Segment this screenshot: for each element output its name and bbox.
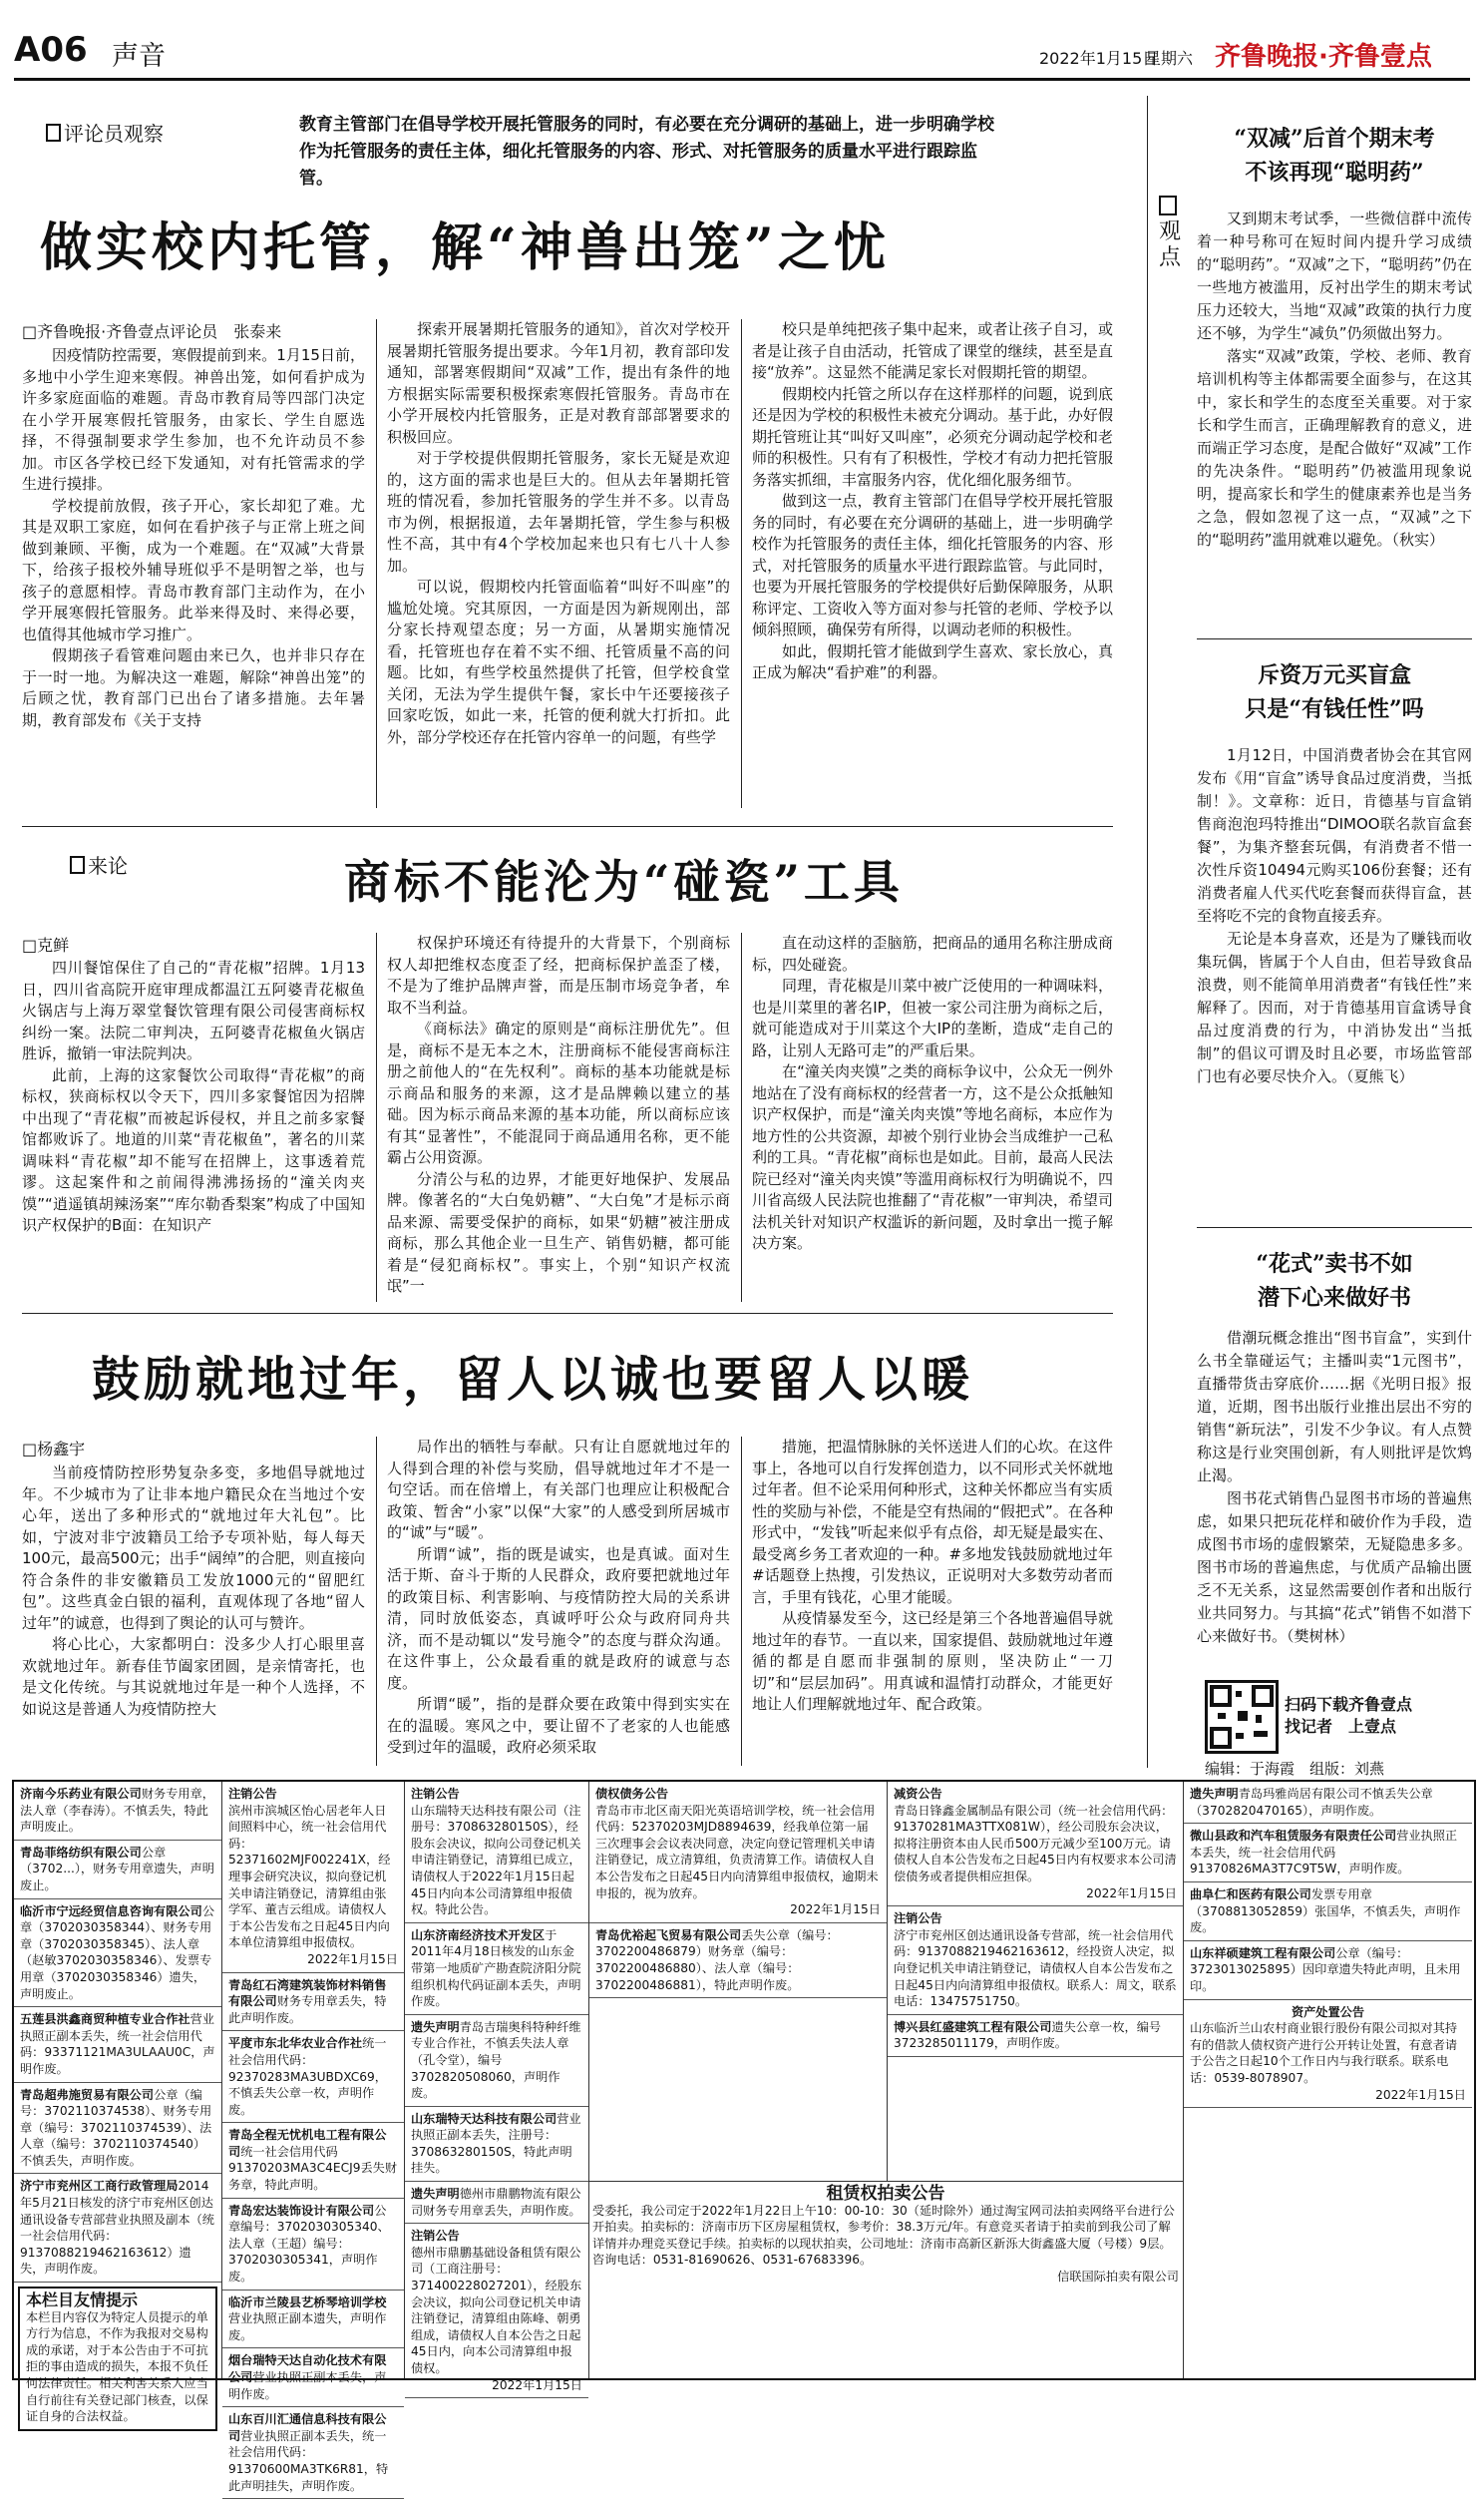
article1-column-3: 校只是单纯把孩子集中起来，或者让孩子自习，或者是让孩子自由活动，托管成了课堂的继续，甚至是直接“放养”。这显然不能满足家长对假期托管的期望。 假期校内托管之所以存在这样那样的问题，说到底还是因为学校的积极性未被充分调动。基于此，办好假期托管班让其“叫好又叫座”，必须充分调动起学校和老师的积极性。只有有了积极性，学校才有动力把托管服务落实抓细，丰富服务内容，优化细化服务细节。 做到这一点，教育主管部门在倡导学校开展托管服务的同时，有必要在充分调研的基础上，进一步明确学校作为托管服务的责任主体，细化托管服务的内容、形式，对托管服务的质量水平进行跟踪监管。与此同时，也要为开展托管服务的学校提供好后勤保障服务，从职称评定、工资收入等方面对参与托管的老师、学校予以倾斜照顾，确保劳有所得，以调动老师的积极性。 如此，假期托管才能做到学生喜欢、家长放心，真正成为解决“看护难”的利器。 bbox=[752, 320, 1113, 681]
auction-notice: 租赁权拍卖公告 受委托，我公司定于2022年1月22日上午10：00-10：30（延时除外）通过淘宝网司法拍卖网络平台进行公开拍卖。拍卖标的：济南市历下区房屋租赁权，参考价：38.3万元/年。有意竞买者请于拍卖前到我公司了解详情并办理竞买登记手续。拍卖标的以现状拍卖，公司地址：济南市高新区新泺大街鑫盛大厦（号楼）9层。咨询电话：0531-81690626、0531-67683396。 信联国际拍卖有限公司 bbox=[588, 2181, 1183, 2376]
article3-column-2: 局作出的牺牲与奉献。只有让自愿就地过年的人得到合理的补偿与奖励，倡导就地过年才不是一句空话。而在倍增上，有关部门也理应让积极配合政策、暂舍“小家”以保“大家”的人感受到所居城市的“诚”与“暖”。 所谓“诚”，指的既是诚实，也是真诚。面对生活于斯、奋斗于斯的人民群众，政府要把就地过年的政策目标、利害影响、与疫情防控大局的关系讲清，同时放低姿态，真诚呼吁公众与政府同舟共济，而不是动辄以“发号施令”的态度与群众沟通。在这件事上，公众最看重的就是政府的诚意与态度。 所谓“暖”，指的是群众要在政策中得到实实在在的温暖。寒风之中，要让留不了老家的人也能感受到过年的温暖，政府必须采取 bbox=[387, 1438, 730, 1756]
list-item: 青岛菲络纺织有限公司公章（3702...），财务专用章遗失，声明废止。 bbox=[14, 1841, 221, 1899]
article3-headline: 鼓励就地过年，留人以诚也要留人以暖 bbox=[92, 1352, 974, 1408]
qr-code-icon[interactable] bbox=[1205, 1680, 1279, 1754]
list-item: 临沂市兰陵县艺桥琴培训学校营业执照正副本遗失，声明作废。 bbox=[222, 2291, 404, 2349]
list-item: 遗失声明青岛玛雅尚居有限公司不慎丢失公章（3702820470165），声明作废。 bbox=[1184, 1782, 1472, 1824]
article1-column-2: 探索开展暑期托管服务的通知》，首次对学校开展暑期托管服务提出要求。今年1月初，教育部印发通知，部署寒假期间“双减”工作，提出有条件的地方根据实际需要积极探索寒假托管服务。青岛市在小学开展校内托管服务，正是对教育部部署要求的积极回应。 对于学校提供假期托管服务，家长无疑是欢迎的，这方面的需求也是巨大的。但从去年暑期托管班的情况看，参加托管服务的学生并不多。以青岛市为例，根据报道，去年暑期托管，学生参与积极性不高，其中有4个学校加起来也只有七八十人参加。 可以说，假期校内托管面临着“叫好不叫座”的尴尬处境。究其原因，一方面是因为新规刚出，部分家长持观望态度；另一方面，从暑期实施情况看，托管班也存在着不实不细、托管质量不高的问题。比如，有些学校虽然提供了托管，但学校食堂关闭，无法为学生提供午餐，家长中午还要接孩子回家吃饭，如此一来，托管的便利就大打折扣。此外，部分学校还存在托管内容单一的问题，有些学 bbox=[387, 320, 730, 746]
ads-column-2 bbox=[222, 1782, 404, 2493]
article-divider bbox=[22, 826, 1113, 827]
list-item: 青岛全程无忧机电工程有限公司统一社会信用代码91370203MA3C4ECJ9丢失财务章，特此声明。 bbox=[222, 2123, 404, 2198]
list-item: 济南今乐药业有限公司财务专用章，法人章（李春涛）。不慎丢失，特此声明废止。 bbox=[14, 1782, 221, 1841]
list-item: 遗失声明青岛吉瑞奥科特种纤维专业合作社，不慎丢失法人章（孔令堂），编号3702820508060，声明作废。 bbox=[405, 2015, 588, 2107]
list-item: 注销公告 山东瑞特天达科技有限公司（注册号：370863280150S），经股东会决议，拟向公司登记机关申请注销登记，清算组已成立，请债权人于2022年1月15日起45日内向本公司清算组申报债权。特此公告。 bbox=[405, 1782, 588, 1923]
ads-column-4 bbox=[589, 1782, 887, 2181]
list-item: 注销公告 济宁市兖州区创达通讯设备专营部，统一社会信用代码：9137088219462163612，经投资人决定，拟向登记机关申请注销登记，请债权人自本公告发布之日起45日内向清算组申报债权。联系人：周文，联系电话：13475751750。 bbox=[888, 1906, 1183, 2015]
column-divider bbox=[376, 319, 377, 808]
list-item: 注销公告 德州市鼎鹏基础设备租赁有限公司（工商注册号：371400228027201），经股东会决议，拟向公司登记机关申请注销登记，清算组由陈峰、朝勇组成，请债权人自本公告之日起45日内，向本公司清算组申报债权。 2022年1月15日 bbox=[405, 2224, 588, 2398]
list-item: 烟台瑞特天达自动化技术有限公司营业执照正副本丢失，声明作废。 bbox=[222, 2348, 404, 2407]
list-item: 临沂市宁远经贸信息咨询有限公司公章（3702030358344）、财务专用章（3702030358345）、法人章（赵敏3702030358346）、发票专用章（3702030358346）遗失，声明废止。 bbox=[14, 1899, 221, 2008]
section-name: 声音 bbox=[112, 41, 166, 72]
list-item: 遗失声明德州市鼎鹏物流有限公司财务专用章丢失，声明作废。 bbox=[405, 2182, 588, 2224]
list-item: 微山县政和汽车租赁服务有限责任公司营业执照正本丢失，统一社会信用代码91370826MA3T7C9T5W，声明作废。 bbox=[1184, 1824, 1472, 1882]
ads-column-6 bbox=[1184, 1782, 1472, 2378]
editor-credit: 编辑：于海霞 组版：刘燕 bbox=[1205, 1760, 1385, 1778]
opinion3-title: “花式”卖书不如 潜下心来做好书 bbox=[1256, 1251, 1413, 1311]
sidebar-divider bbox=[1147, 96, 1148, 1768]
opinion-divider bbox=[1197, 638, 1472, 639]
ads-column-5 bbox=[888, 1782, 1183, 2181]
list-item: 山东济南经济技术开发区于2011年4月18日核发的山东金带第一地质矿产勘查院济阳分院组织机构代码证副本丢失，声明作废。 bbox=[405, 1923, 588, 2015]
article1-lead: 教育主管部门在倡导学校开展托管服务的同时，有必要在充分调研的基础上，进一步明确学校作为托管服务的责任主体，细化托管服务的内容、形式、对托管服务的质量水平进行跟踪监管。 bbox=[299, 115, 994, 189]
article1-headline: 做实校内托管，解“神兽出笼”之忧 bbox=[40, 217, 890, 278]
opinion3-body: 借潮玩概念推出“图书盲盒”，实到什么书全靠碰运气；主播叫卖“1元图书”，直播带货击穿底价……据《光明日报》报道，近期，图书出版行业推出层出不穷的销售“新玩法”，引发不少争议。有人点赞称这是行业突围创新，有人则批评是饮鸩止渴。 图书花式销售凸显图书市场的普遍焦虑，如果只把玩花样和破价作为手段，造成图书市场的虚假繁荣，无疑隐患多多。图书市场的普遍焦虑，与优质产品输出匮乏不无关系，这显然需要创作者和出版行业共同努力。与其搞“花式”销售不如潜下心来做好书。（樊树林） bbox=[1197, 1329, 1472, 1645]
list-item: 青岛宏达装饰设计有限公司公章编号：3702030305340、法人章（王超）编号：3702030305341，声明作废。 bbox=[222, 2199, 404, 2291]
column-divider bbox=[376, 933, 377, 1302]
article3-column-1: 当前疫情防控形势复杂多变，多地倡导就地过年。不少城市为了让非本地户籍民众在当地过个安心年，送出了多种形式的“就地过年大礼包”。比如，宁波对非宁波籍员工给予专项补贴，每人每天100元，最高500元；出手“阔绰”的合肥，则直接向符合条件的非安徽籍员工发放1000元的“留肥红包”。这些真金白银的福利，直观体现了各地“留人过年”的诚意，也得到了舆论的认可与赞许。 将心比心，大家都明白：没多少人打心眼里喜欢就地过年。新春佳节阖家团圆，是亲情寄托，也是文化传统。与其说就地过年是一种个人选择，不如说这是普通人为疫情防控大 bbox=[22, 1463, 365, 1718]
column-divider bbox=[741, 319, 742, 808]
ads-column-1 bbox=[14, 1782, 221, 2424]
list-item: 减资公告 青岛日锋鑫金属制品有限公司（统一社会信用代码：91370281MA3TTX081W），经公司股东会决议，拟将注册资本由人民币500万元减少至100万元。请债权人自本公告发布之日起45日内有权要求本公司清偿债务或者提供相应担保。 2022年1月15日 bbox=[888, 1782, 1183, 1906]
page-number: A06 bbox=[14, 30, 88, 70]
article2-column-2: 权保护环境还有待提升的大背景下，个别商标权人却把维权态度歪了经，把商标保护盖歪了楼，不是为了维护品牌声誉，而是压制市场竞争者，牟取不当利益。 《商标法》确定的原则是“商标注册优先”。但是，商标不是无本之木，注册商标不能侵害商标注册之前他人的“在先权利”。商标的基本功能就是标示商品和服务的来源，这才是品牌赖以建立的基础。因为标示商品来源的基本功能，所以商标应该有其“显著性”，不能混同于商品通用名称，更不能霸占公用资源。 分清公与私的边界，才能更好地保护、发展品牌。像著名的“大白兔奶糖”、“大白兔”才是标示商品来源、需要受保护的商标，如果“奶糖”被注册成商标，那么其他企业一旦生产、销售奶糖，都可能着是“侵犯商标权”。事实上，个别“知识产权流氓”一 bbox=[387, 934, 730, 1295]
article1-column-1: 因疫情防控需要，寒假提前到来。1月15日前，多地中小学生迎来寒假。神兽出笼，如何看护成为许多家庭面临的难题。青岛市教育局等四部门决定在小学开展寒假托管服务，由家长、学生自愿选择，不得强制要求学生参加，也不允许动员不参加。市区各学校已经下发通知，对有托管需求的学生进行摸排。 学校提前放假，孩子开心，家长却犯了难。尤其是双职工家庭，如何在看护孩子与正常上班之间做到兼顾、平衡，成为一个难题。在“双减”大背景下，给孩子报校外辅导班似乎不是明智之举，也与孩子的意愿相悖。青岛市教育部门主动作为，在小学开展寒假托管服务。此举来得及时、来得必要，也值得其他城市学习推广。 假期孩子看管难问题由来已久，也并非只存在于一时一地。为解决这一难题，解除“神兽出笼”的后顾之忧，教育部门已出台了诸多措施。去年暑期，教育部发布《关于支持 bbox=[22, 346, 365, 729]
opinion-divider bbox=[1197, 1227, 1472, 1228]
list-item: 五莲县洪鑫商贸种植专业合作社营业执照正副本丢失，统一社会信用代码：93371121MA3ULAAU0C，声明作废。 bbox=[14, 2007, 221, 2082]
list-item: 山东百川汇通信息科技有限公司营业执照正副本丢失，统一社会信用代码：91370600MA3TK6R81，特此声明挂失，声明作废。 bbox=[222, 2407, 404, 2499]
list-item: 资产处置公告 山东临沂兰山农村商业银行股份有限公司拟对其持有的借款人债权资产进行公开转让处置，有意者请于公告之日起10个工作日内与我行联系。联系电话：0539-8078907。 2022年1月15日 bbox=[1184, 2000, 1472, 2109]
opinion2-body: 1月12日，中国消费者协会在其官网发布《用“盲盒”诱导食品过度消费，当抵制！》。文章称：近日，肯德基与盲盒销售商泡泡玛特推出“DIMOO联名款盲盒套餐”，为集齐整套玩偶，有消费者不惜一次性斥资10494元购买106份套餐；还有消费者雇人代买代吃套餐而获得盲盒，甚至将吃不完的食物直接丢弃。 无论是本身喜欢，还是为了赚钱而收集玩偶，皆属于个人自由，但若导致食品浪费，则不能简单用消费者“有钱任性”来解释了。因而，对于肯德基用盲盒诱导食品过度消费的行为，中消协发出“当抵制”的倡议可谓及时且必要，市场监管部门也有必要尽快介入。（夏熊飞） bbox=[1197, 746, 1472, 1085]
list-item: 博兴县红盛建筑工程有限公司遗失公章一枚，编号3723285011179，声明作废。 bbox=[888, 2015, 1183, 2057]
brand-logo: 齐鲁晚报·齐鲁壹点 bbox=[1215, 42, 1432, 72]
article2-column-3: 直在动这样的歪脑筋，把商品的通用名称注册成商标，四处碰瓷。 同理，青花椒是川菜中被广泛使用的一种调味料，也是川菜里的著名IP，但被一家公司注册为商标之后，就可能造成对于川菜这个大IP的垄断，造成“走自己的路，让别人无路可走”的严重后果。 在“潼关肉夹馍”之类的商标争议中，公众无一例外地站在了没有商标权的经营者一方，这不是公众抵触知识产权保护，而是“潼关肉夹馍”等地名商标，本应作为地方性的公共资源，却被个别行业协会当成维护一己私利的工具。“青花椒”商标也是如此。目前，最高人民法院已经对“潼关肉夹馍”等滥用商标权行为明确说不，四川省高级人民法院也推翻了“青花椒”一审判决，希望司法机关针对知识产权滥诉的新问题，及时拿出一揽子解决方案。 bbox=[752, 934, 1113, 1252]
sidebar-label: 观点 bbox=[1159, 196, 1187, 271]
ads-column-3 bbox=[405, 1782, 588, 2392]
article2-tag: 来论 bbox=[70, 850, 128, 879]
list-item: 债权债务公告 青岛市市北区南天阳光英语培训学校，统一社会信用代码：52370203MJD8894639，经我单位第一届三次理事会会议表决同意，决定向登记管理机关申请注销登记，成立清算组，负责清算工作。请债权人自本公告发布之日起45日内向清算组申报债权，逾期未申报的，视为放弃。 2022年1月15日 bbox=[589, 1782, 887, 1923]
list-item: 青岛红石湾建筑装饰材料销售有限公司财务专用章丢失，特此声明作废。 bbox=[222, 1973, 404, 2032]
issue-weekday: 星期六 bbox=[1145, 49, 1194, 68]
column-divider bbox=[376, 1437, 377, 1766]
column-divider bbox=[741, 933, 742, 1302]
article3-column-3: 措施，把温情脉脉的关怀送进人们的心坎。在这件事上，各地可以自行发挥创造力，以不同形式关怀就地过年者。但不论采用何种形式，这种关怀都应当有实质性的奖励与补偿，不能是空有热闹的“假把式”。在各种形式中，“发钱”听起来似乎有点俗，却无疑是最实在、最受离乡务工者欢迎的一种。#多地发钱鼓励就地过年#话题登上热搜，引发热议，正说明对大多数劳动者而言，手里有钱花，心里才能暖。 从疫情暴发至今，这已经是第三个各地普遍倡导就地过年的春节。一直以来，国家提倡、鼓励就地过年遵循的都是自愿而非强制的原则，坚决防止“一刀切”和“层层加码”。用真诚和温情打动群众，才能更好地让人们理解就地过年、配合政策。 bbox=[752, 1438, 1113, 1713]
column-divider bbox=[741, 1437, 742, 1766]
notice-box: 本栏目友情提示 本栏目内容仅为特定人员提示的单方行为信息，不作为我报对交易构成的承诺，对于本公告由于不可抗拒的事由造成的损失，本报不负任何法律责任。相关利害关系人应当自行前往有关登记部门核查，以保证自身的合法权益。 bbox=[18, 2287, 217, 2431]
qr-caption: 扫码下载齐鲁壹点 找记者 上壹点 bbox=[1285, 1695, 1413, 1736]
article2-column-1: 四川餐馆保住了自己的“青花椒”招牌。1月13日，四川省高院开庭审理成都温江五阿婆青花椒鱼火锅店与上海万翠堂餐饮管理有限公司侵害商标权纠纷一案。法院二审判决，五阿婆青花椒鱼火锅店胜诉，撤销一审法院判决。 此前，上海的这家餐饮公司取得“青花椒”的商标权，狭商标权以令天下，四川多家餐馆因为招牌中出现了“青花椒”而被起诉侵权，并且之前多家餐馆都败诉了。地道的川菜“青花椒鱼”，著名的川菜调味料“青花椒”却不能写在招牌上，这事透着荒谬。这起案件和之前闹得沸沸扬扬的“潼关肉夹馍”“逍遥镇胡辣汤案”“库尔勒香梨案”构成了中国知识产权保护的B面：在知识产 bbox=[22, 959, 365, 1234]
list-item: 山东瑞特天达科技有限公司营业执照正副本丢失，注册号：370863280150S，特此声明挂失。 bbox=[405, 2107, 588, 2182]
list-item: 曲阜仁和医药有限公司发票专用章（3708813052859）张国华，不慎丢失，声明作废。 bbox=[1184, 1882, 1472, 1941]
opinion1-title: “双减”后首个期末考 不该再现“聪明药” bbox=[1234, 126, 1435, 186]
article3-byline: □杨鑫宇 bbox=[22, 1440, 86, 1458]
masthead-rule bbox=[14, 78, 1470, 81]
classified-ads bbox=[12, 1780, 1476, 2493]
list-item: 济宁市兖州区工商行政管理局2014年5月21日核发的济宁市兖州区创达通讯设备专营部营业执照及副本（统一社会信用代码：9137088219462163612）遗失，声明作废。 bbox=[14, 2174, 221, 2283]
article2-byline: □克鲜 bbox=[22, 936, 70, 955]
issue-date: 2022年1月15日 bbox=[1039, 49, 1159, 68]
list-item: 注销公告 滨州市滨城区怡心居老年人日间照料中心，统一社会信用代码：52371602MJF002241X，经理事会研究决议，拟向登记机关申请注销登记，清算组由张学军、董吉云组成。请债权人于本公告发布之日起45日内向本单位清算组申报债权。 2022年1月15日 bbox=[222, 1782, 404, 1973]
list-item: 山东祥硕建筑工程有限公司公章（编号：3723013025895）因印章遗失特此声明，且未用印。 bbox=[1184, 1941, 1472, 2000]
list-item: 青岛超弗施贸易有限公司公章（编号：3702110374538）、财务专用章（编号：3702110374539）、法人章（编号：3702110374540）不慎丢失，声明作废。 bbox=[14, 2083, 221, 2175]
article-divider bbox=[22, 1313, 1113, 1314]
opinion2-title: 斥资万元买盲盒 只是“有钱任性”吗 bbox=[1245, 662, 1424, 722]
opinion1-body: 又到期末考试季，一些微信群中流传着一种号称可在短时间内提升学习成绩的“聪明药”。“双减”之下，“聪明药”仍在一些地方被滥用，反衬出学生的期末考试压力还较大，当地“双减”政策的执行力度还不够，为学生“减负”仍须做出努力。 落实“双减”政策，学校、老师、教育培训机构等主体都需要全面参与，在这其中，家长和学生的态度至关重要。对于家长和学生而言，正确理解教育的意义，进而端正学习态度，是配合做好“双减”工作的先决条件。“聪明药”仍被滥用现象说明，提高家长和学生的健康素养也是当务之急，假如忽视了这一点，“双减”之下的“聪明药”滥用就难以避免。（秋实） bbox=[1197, 209, 1472, 549]
article1-tag: 评论员观察 bbox=[46, 118, 164, 147]
article2-headline: 商标不能沦为“碰瓷”工具 bbox=[344, 855, 904, 909]
article1-byline: □齐鲁晚报·齐鲁壹点评论员 张泰来 bbox=[22, 322, 282, 341]
list-item: 平度市东北华农业合作社统一社会信用代码：92370283MA3UBDXC69，不慎丢失公章一枚，声明作废。 bbox=[222, 2031, 404, 2123]
list-item: 青岛优裕起飞贸易有限公司丢失公章（编号：3702200486879）财务章（编号：3702200486880）、法人章（编号：3702200486881），特此声明作废。 bbox=[589, 1923, 887, 1998]
